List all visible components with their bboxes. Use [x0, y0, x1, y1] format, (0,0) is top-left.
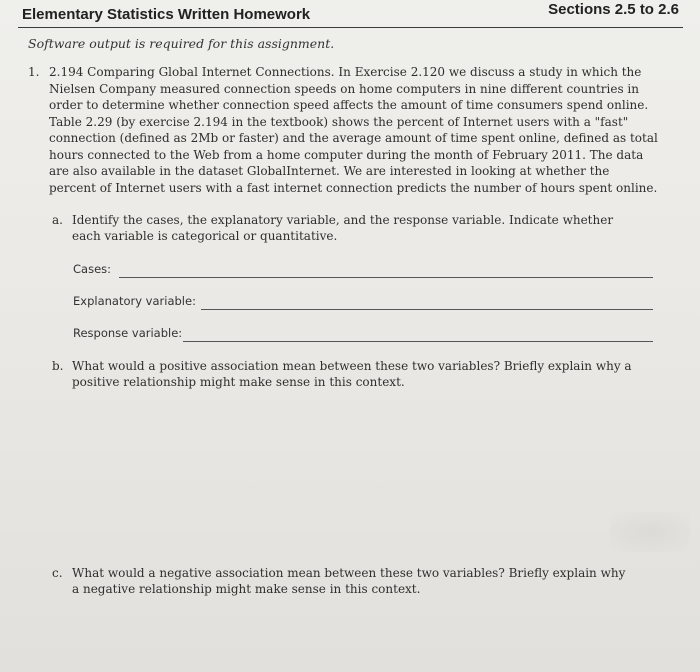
cases-label: Cases:	[73, 262, 112, 276]
question-text: 2.194 Comparing Global Internet Connections. In Exercise 2.120 we discuss a study in which the Nielsen Company measured connection speeds on home computers in nine different countries in order to determine whether connection speed affects the amount of time consumers spend online. Table 2.29 (by exercise 2.194 in the textbook) shows the percent of Internet users with a "fast" connection (defined as 2Mb or faster) and the average amount of time spent online, defined as total hours connected to the Web from a home computer during the month of February 2011. The data are also available in the dataset GlobalInternet. We are interested in looking at whether the percent of Internet users with a fast internet connection predicts the number of hours spent online.	[49, 65, 658, 195]
cases-row	[73, 262, 653, 278]
paper-shadow	[610, 512, 690, 552]
explanatory-row	[73, 294, 653, 310]
part-b-text: What would a positive association mean between these two variables? Briefly explain why a positive relationship might make sense in this context.	[72, 359, 632, 389]
part-c	[52, 565, 632, 597]
part-b-letter: b.	[52, 359, 64, 373]
page-header	[18, 0, 683, 28]
sections-label: Sections 2.5 to 2.6	[548, 1, 679, 18]
response-answer-line[interactable]	[183, 341, 653, 342]
part-a-text: Identify the cases, the explanatory variable, and the response variable. Indicate whether each variable is categorical or quantitative.	[72, 213, 614, 243]
part-a	[52, 212, 632, 244]
question-1	[28, 64, 658, 196]
part-b	[52, 358, 632, 390]
explanatory-answer-line[interactable]	[201, 309, 653, 310]
software-note: Software output is required for this assignment.	[28, 36, 335, 51]
part-a-letter: a.	[52, 213, 63, 227]
page-title: Elementary Statistics Written Homework	[22, 6, 311, 23]
response-row	[73, 326, 653, 342]
response-label: Response variable:	[73, 326, 183, 340]
question-number: 1.	[28, 65, 40, 79]
part-c-letter: c.	[52, 566, 63, 580]
explanatory-label: Explanatory variable:	[73, 294, 196, 308]
cases-answer-line[interactable]	[119, 277, 653, 278]
part-c-text: What would a negative association mean between these two variables? Briefly explain why a negative relationship might make sense in this context.	[72, 566, 626, 596]
